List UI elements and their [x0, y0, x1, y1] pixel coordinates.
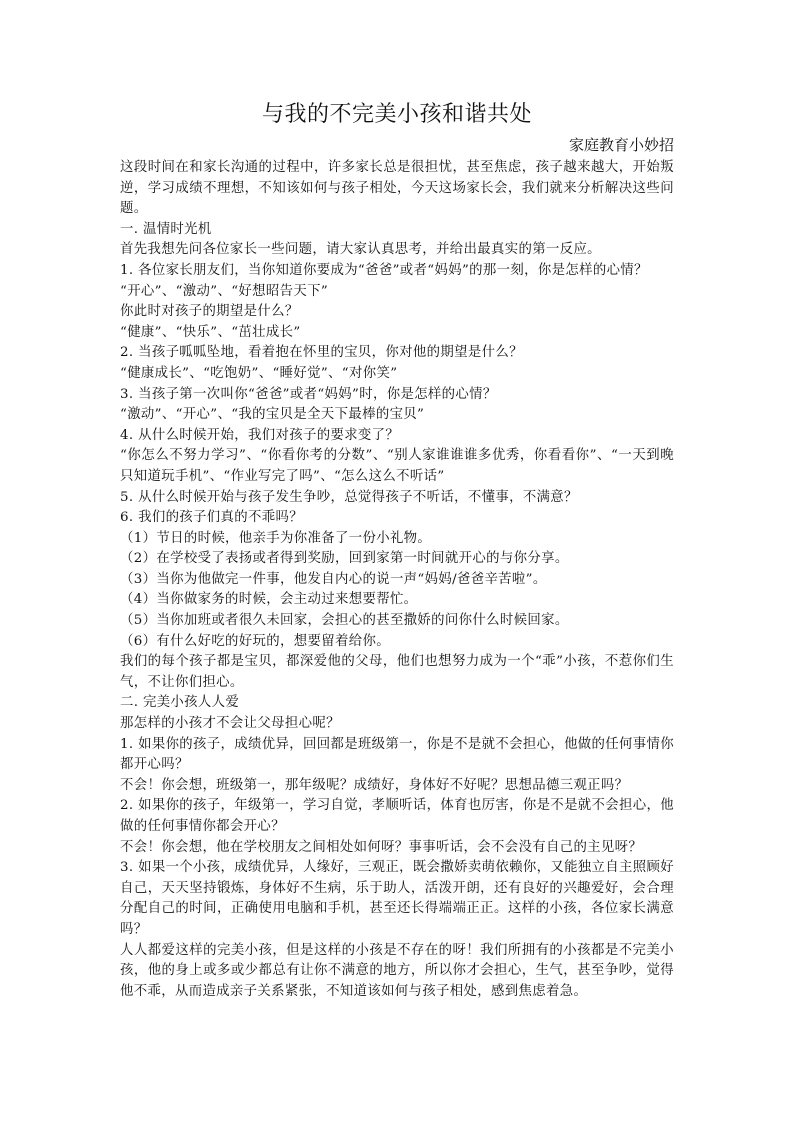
document-title: 与我的不完美小孩和谐共处: [261, 102, 532, 127]
question-item: 6. 我们的孩子们真的不乖吗？: [120, 510, 303, 526]
answer-line: “开心”、“激动”、“好想昭告天下”: [120, 283, 329, 299]
document-page: [120, 98, 674, 1002]
answer-line: 不会！你会想，他在学校朋友之间相处如何呀？事事听话，会不会没有自己的主见呀？: [120, 839, 643, 855]
answer-line: 不会！你会想，班级第一，那年级呢？成绩好，身体好不好呢？思想品德三观正吗？: [120, 777, 629, 793]
intro-paragraph: 这段时间在和家长沟通的过程中，许多家长总是很担忧，甚至焦虑，孩子越来越大，开始叛逆，学习成绩不理想，不知该如何与孩子相处，今天这场家长会，我们就来分析解决这些问题。: [120, 160, 674, 217]
document-body: [120, 158, 674, 1002]
sub-item: （1）节日的时候，他亲手为你准备了一份小礼物。: [120, 530, 432, 546]
answer-line: “健康成长”、“吃饱奶”、“睡好觉”、“对你笑”: [120, 365, 398, 381]
sub-item: （3）当你为他做完一件事，他发自内心的说一声“妈妈/爸爸辛苦啦”。: [120, 571, 547, 587]
question-item: 5. 从什么时候开始与孩子发生争吵，总觉得孩子不听话，不懂事，不满意？: [120, 489, 578, 505]
question-line: 你此时对孩子的期望是什么？: [120, 304, 299, 320]
question-item: 3. 当孩子第一次叫你“爸爸”或者“妈妈”时，你是怎样的心情？: [120, 386, 497, 402]
paragraph: 我们的每个孩子都是宝贝，都深爱他的父母，他们也想努力成为一个“乖”小孩，不惹你们生气，不让你们担心。: [120, 654, 674, 690]
question-item: 1. 各位家长朋友们，当你知道你要成为“爸爸”或者“妈妈”的那一刻，你是怎样的心情？: [120, 262, 648, 278]
paragraph: 那怎样的小孩才不会让父母担心呢？: [120, 716, 340, 732]
sub-item: （4）当你做家务的时候，会主动过来想要帮忙。: [120, 592, 418, 608]
answer-line: “健康”、“快乐”、“茁壮成长”: [120, 324, 301, 340]
paragraph: 首先我想先问各位家长一些问题，请大家认真思考，并给出最真实的第一反应。: [120, 242, 601, 258]
answer-line: “激动”、“开心”、“我的宝贝是全天下最棒的宝贝”: [120, 407, 425, 423]
document-subtitle: 家庭教育小妙招: [568, 136, 674, 154]
answer-line: “你怎么不努力学习”、“你看你考的分数”、“别人家谁谁谁多优秀，你看看你”、“一天到晚只知道玩手机”、“作业写完了吗”、“怎么这么不听话”: [120, 448, 674, 484]
sub-item: （2）在学校受了表扬或者得到奖励，回到家第一时间就开心的与你分享。: [120, 551, 569, 567]
sub-item: （5）当你加班或者很久未回家，会担心的甚至撒娇的问你什么时候回家。: [120, 613, 569, 629]
question-item: 2. 如果你的孩子，年级第一，学习自觉，孝顺听话，体育也厉害，你是不是就不会担心，他做的任何事情你都会开心？: [120, 798, 674, 834]
question-item: 3. 如果一个小孩，成绩优异，人缘好，三观正，既会撒娇卖萌依赖你，又能独立自主照顾好自己，天天坚持锻炼，身体好不生病，乐于助人，活泼开朗，还有良好的兴趣爱好，会合理分配自己的时间，正确使用电脑和手机，甚至还长得端端正正。这样的小孩，各位家长满意吗？: [120, 860, 674, 937]
question-item: 4. 从什么时候开始，我们对孩子的要求变了？: [120, 427, 400, 443]
question-item: 2. 当孩子呱呱坠地，看着抱在怀里的宝贝，你对他的期望是什么？: [120, 345, 523, 361]
section-heading-2: 二. 完美小孩人人爱: [120, 695, 240, 711]
question-item: 1. 如果你的孩子，成绩优异，回回都是班级第一，你是不是就不会担心，他做的任何事情你都开心吗？: [120, 736, 674, 773]
section-heading-1: 一. 温情时光机: [120, 221, 212, 237]
sub-item: （6）有什么好吃的好玩的，想要留着给你。: [120, 633, 390, 649]
closing-paragraph: 人人都爱这样的完美小孩，但是这样的小孩是不存在的呀！我们所拥有的小孩都是不完美小孩，他的身上或多或少都总有让你不满意的地方，所以你才会担心，生气，甚至争吵，觉得他不乖，从而造成亲子关系紧张，不知道该如何与孩子相处，感到焦虑着急。: [120, 942, 674, 999]
